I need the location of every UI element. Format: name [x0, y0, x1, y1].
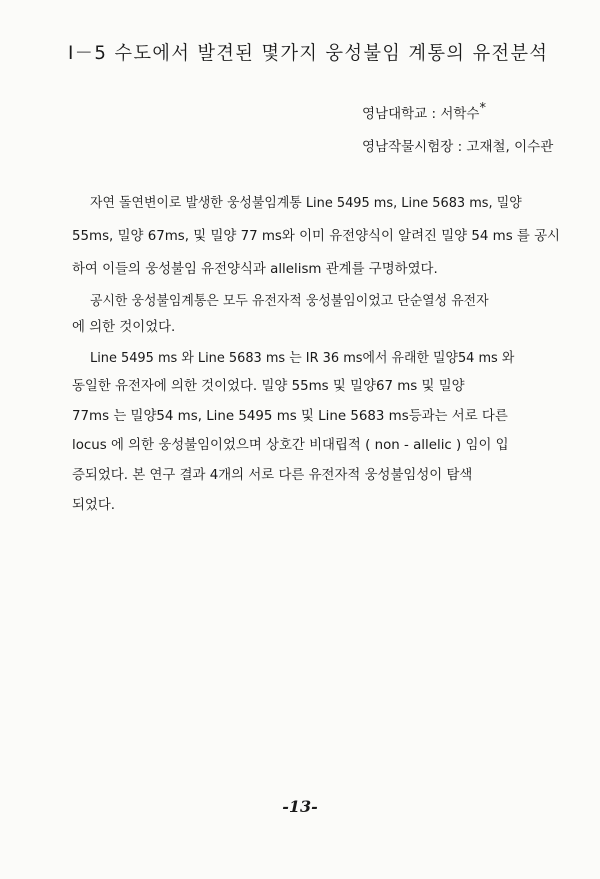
- page-title: Ⅰ－5 수도에서 발견된 몇가지 웅성불임 계통의 유전분석: [68, 42, 549, 64]
- text-line: locus 에 의한 웅성불임이었으며 상호간 비대립적 ( non - allelic ) 임이 입: [72, 438, 509, 453]
- text-line: 55ms, 밀양 67ms, 및 밀양 77 ms와 이미 유전양식이 알려진 밀양 54 ms 를 공시: [72, 229, 560, 244]
- affiliation-2: [362, 135, 553, 155]
- affiliation-text: 영남작물시험장 : 고재철, 이수관: [362, 139, 554, 155]
- affiliation-text: 영남대학교 : 서학수: [362, 106, 480, 122]
- text-line: 공시한 웅성불임계통은 모두 유전자적 웅성불임이었고 단순열성 유전자: [90, 294, 489, 309]
- corresponding-author-mark: *: [479, 101, 486, 116]
- text-line: Line 5495 ms 와 Line 5683 ms 는 IR 36 ms에서 유래한 밀양54 ms 와: [90, 351, 515, 366]
- text-line: 되었다.: [72, 498, 116, 513]
- text-line: 에 의한 것이었다.: [72, 320, 176, 335]
- text-line: 77ms 는 밀양54 ms, Line 5495 ms 및 Line 5683 ms등과는 서로 다른: [72, 409, 508, 424]
- page-number: -13-: [282, 797, 318, 816]
- affiliation-1: [362, 102, 486, 122]
- text-line: 동일한 유전자에 의한 것이었다. 밀양 55ms 및 밀양67 ms 및 밀양: [72, 379, 465, 394]
- text-line: 증되었다. 본 연구 결과 4개의 서로 다른 유전자적 웅성불임성이 탐색: [72, 468, 473, 483]
- text-line: 하여 이들의 웅성불임 유전양식과 allelism 관계를 구명하였다.: [72, 262, 438, 277]
- text-line: 자연 돌연변이로 발생한 웅성불임계통 Line 5495 ms, Line 5683 ms, 밀양: [90, 196, 522, 211]
